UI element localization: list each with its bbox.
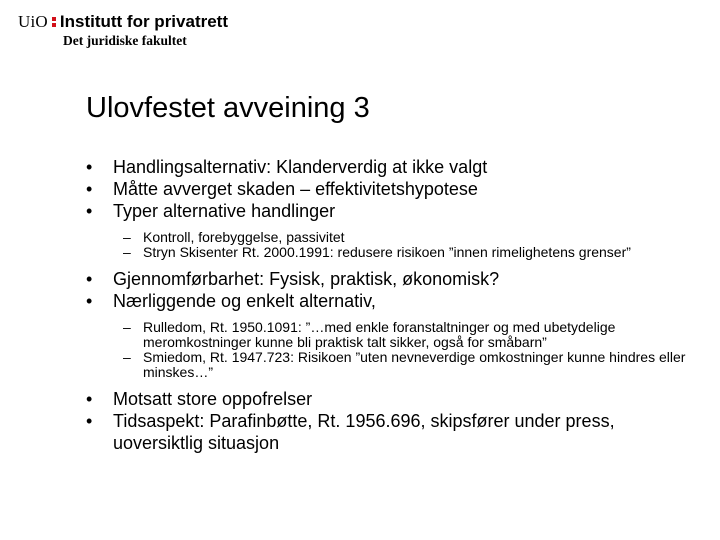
slide-body: [86, 156, 686, 454]
slide-title: Ulovfestet avveining 3: [86, 92, 370, 124]
bullet-item: [86, 410, 686, 454]
dash-icon: –: [123, 349, 131, 365]
bullet-icon: •: [86, 291, 93, 311]
sub-bullet-text: Kontroll, forebyggelse, passivitet: [143, 229, 345, 245]
sub-bullet-text: Smiedom, Rt. 1947.723: Risikoen ”uten nevneverdige omkostninger kunne hindres eller minskes…”: [143, 349, 686, 380]
logo-dots-icon: [52, 15, 56, 29]
bullet-icon: •: [86, 179, 93, 199]
bullet-text: Handlingsalternativ: Klanderverdig at ikke valgt: [113, 157, 488, 177]
bullet-text: Gjennomførbarhet: Fysisk, praktisk, økonomisk?: [113, 269, 500, 289]
sub-bullet-text: Stryn Skisenter Rt. 2000.1991: redusere risikoen ”innen rimelighetens grenser”: [143, 244, 631, 260]
bullet-text: Nærliggende og enkelt alternativ,: [113, 291, 376, 311]
bullet-text: Motsatt store oppofrelser: [113, 389, 313, 409]
sub-bullet-item: [86, 350, 686, 380]
logo-top-line: [18, 11, 228, 33]
faculty-name: Det juridiske fakultet: [63, 33, 187, 48]
uio-wordmark: UiO: [18, 12, 48, 31]
bullet-item: [86, 156, 686, 178]
bullet-item: [86, 388, 686, 410]
bullet-text: Måtte avverget skaden – effektivitetshypotese: [113, 179, 478, 199]
institution-logo: [18, 11, 228, 49]
bullet-icon: •: [86, 389, 93, 409]
bullet-text: Tidsaspekt: Parafinbøtte, Rt. 1956.696, skipsfører under press, uoversiktlig situasjon: [113, 411, 615, 453]
dash-icon: –: [123, 244, 131, 260]
sub-bullet-text: Rulledom, Rt. 1950.1091: ”…med enkle foranstaltninger og med ubetydelige meromkostninger kunne bli praktisk talt sikker, også for småbarn”: [143, 319, 616, 350]
bullet-text: Typer alternative handlinger: [113, 201, 336, 221]
sub-bullet-item: [86, 320, 686, 350]
bullet-icon: •: [86, 269, 93, 289]
bullet-icon: •: [86, 157, 93, 177]
bullet-icon: •: [86, 411, 93, 431]
bullet-item: [86, 268, 686, 290]
bullet-item: [86, 178, 686, 200]
bullet-item: [86, 290, 686, 312]
sub-bullet-item: [86, 230, 686, 245]
institute-name: Institutt for privatrett: [59, 12, 228, 31]
bullet-item: [86, 200, 686, 222]
bullet-icon: •: [86, 201, 93, 221]
sub-bullet-item: [86, 245, 686, 260]
dash-icon: –: [123, 319, 131, 335]
dash-icon: –: [123, 229, 131, 245]
